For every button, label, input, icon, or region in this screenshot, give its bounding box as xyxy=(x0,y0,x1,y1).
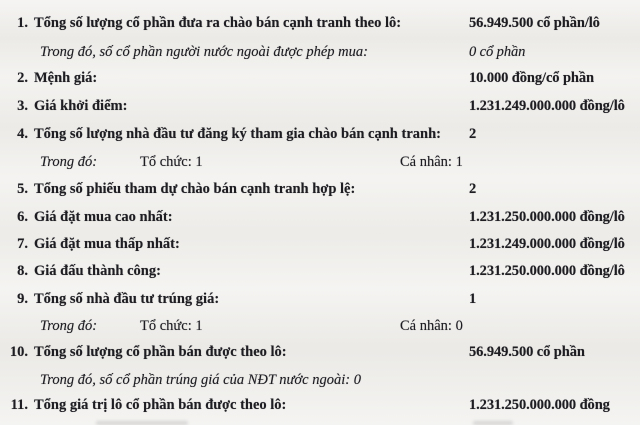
line-item-1 xyxy=(0,13,640,35)
scan-artifact xyxy=(96,421,188,425)
org-count: Tổ chức: 1 xyxy=(140,318,203,334)
item-label: Tổng giá trị lô cổ phần bán được theo lô: xyxy=(34,397,287,413)
item-value: 56.949.500 cổ phần xyxy=(469,344,585,360)
item-number: 1. xyxy=(17,15,28,31)
item-number: 5. xyxy=(17,181,28,197)
line-item-1-note xyxy=(0,42,640,64)
item-label: Giá đấu thành công: xyxy=(34,263,161,279)
item-value: 1 xyxy=(469,291,477,307)
item-value: 1.231.249.000.000 đồng/lô xyxy=(469,236,625,252)
item-number: 10. xyxy=(9,344,28,360)
item-label: Giá đặt mua thấp nhất: xyxy=(34,236,180,252)
individual-count: Cá nhân: 1 xyxy=(400,154,463,170)
item-value: 56.949.500 cổ phần/lô xyxy=(469,15,600,31)
line-item-3 xyxy=(0,96,640,118)
item-label: Tổng số lượng cổ phần đưa ra chào bán cạnh tranh theo lô: xyxy=(34,15,402,31)
item-label: Mệnh giá: xyxy=(34,70,98,86)
individual-count: Cá nhân: 0 xyxy=(400,318,463,334)
line-item-7 xyxy=(0,234,640,256)
item-label: Giá đặt mua cao nhất: xyxy=(34,209,173,225)
item-value: 1.231.250.000.000 đồng/lô xyxy=(469,209,625,225)
line-item-11 xyxy=(0,395,640,417)
line-item-5 xyxy=(0,179,640,201)
org-count: Tổ chức: 1 xyxy=(140,154,203,170)
line-item-4-breakdown xyxy=(0,152,640,174)
item-value: 2 xyxy=(469,181,477,197)
item-number: 11. xyxy=(10,397,28,413)
item-value: 1.231.250.000.000 đồng/lô xyxy=(469,263,625,279)
item-label: Tổng số lượng nhà đầu tư đăng ký tham gia chào bán cạnh tranh: xyxy=(34,126,441,142)
item-label: Tổng số lượng cổ phần bán được theo lô: xyxy=(34,344,287,360)
item-value: 1.231.250.000.000 đồng xyxy=(469,397,610,413)
line-item-2 xyxy=(0,68,640,90)
note-text: Trong đó, số cổ phần người nước ngoài được phép mua: xyxy=(40,44,368,60)
item-number: 2. xyxy=(17,70,28,86)
scan-artifact xyxy=(473,421,513,425)
note-text: Trong đó: xyxy=(40,154,98,170)
note-text: Trong đó: xyxy=(40,318,98,334)
line-item-9 xyxy=(0,289,640,311)
line-item-10 xyxy=(0,342,640,364)
item-number: 6. xyxy=(17,209,28,225)
line-item-8 xyxy=(0,261,640,283)
note-text: Trong đó, số cổ phần trúng giá của NĐT nước ngoài: 0 xyxy=(40,372,361,388)
line-item-9-breakdown xyxy=(0,316,640,338)
note-value: 0 cổ phần xyxy=(469,44,526,60)
item-number: 8. xyxy=(17,263,28,279)
item-label: Tổng số phiếu tham dự chào bán cạnh tranh hợp lệ: xyxy=(34,181,356,197)
item-value: 10.000 đồng/cổ phần xyxy=(469,70,595,86)
line-item-10-note xyxy=(0,370,640,392)
item-number: 9. xyxy=(17,291,28,307)
line-item-4 xyxy=(0,124,640,146)
item-value: 1.231.249.000.000 đồng/lô xyxy=(469,98,625,114)
item-label: Tổng số nhà đầu tư trúng giá: xyxy=(34,291,220,307)
item-value: 2 xyxy=(469,126,477,142)
item-label: Giá khởi điểm: xyxy=(34,98,128,114)
item-number: 4. xyxy=(17,126,28,142)
item-number: 3. xyxy=(17,98,28,114)
line-item-6 xyxy=(0,207,640,229)
item-number: 7. xyxy=(17,236,28,252)
